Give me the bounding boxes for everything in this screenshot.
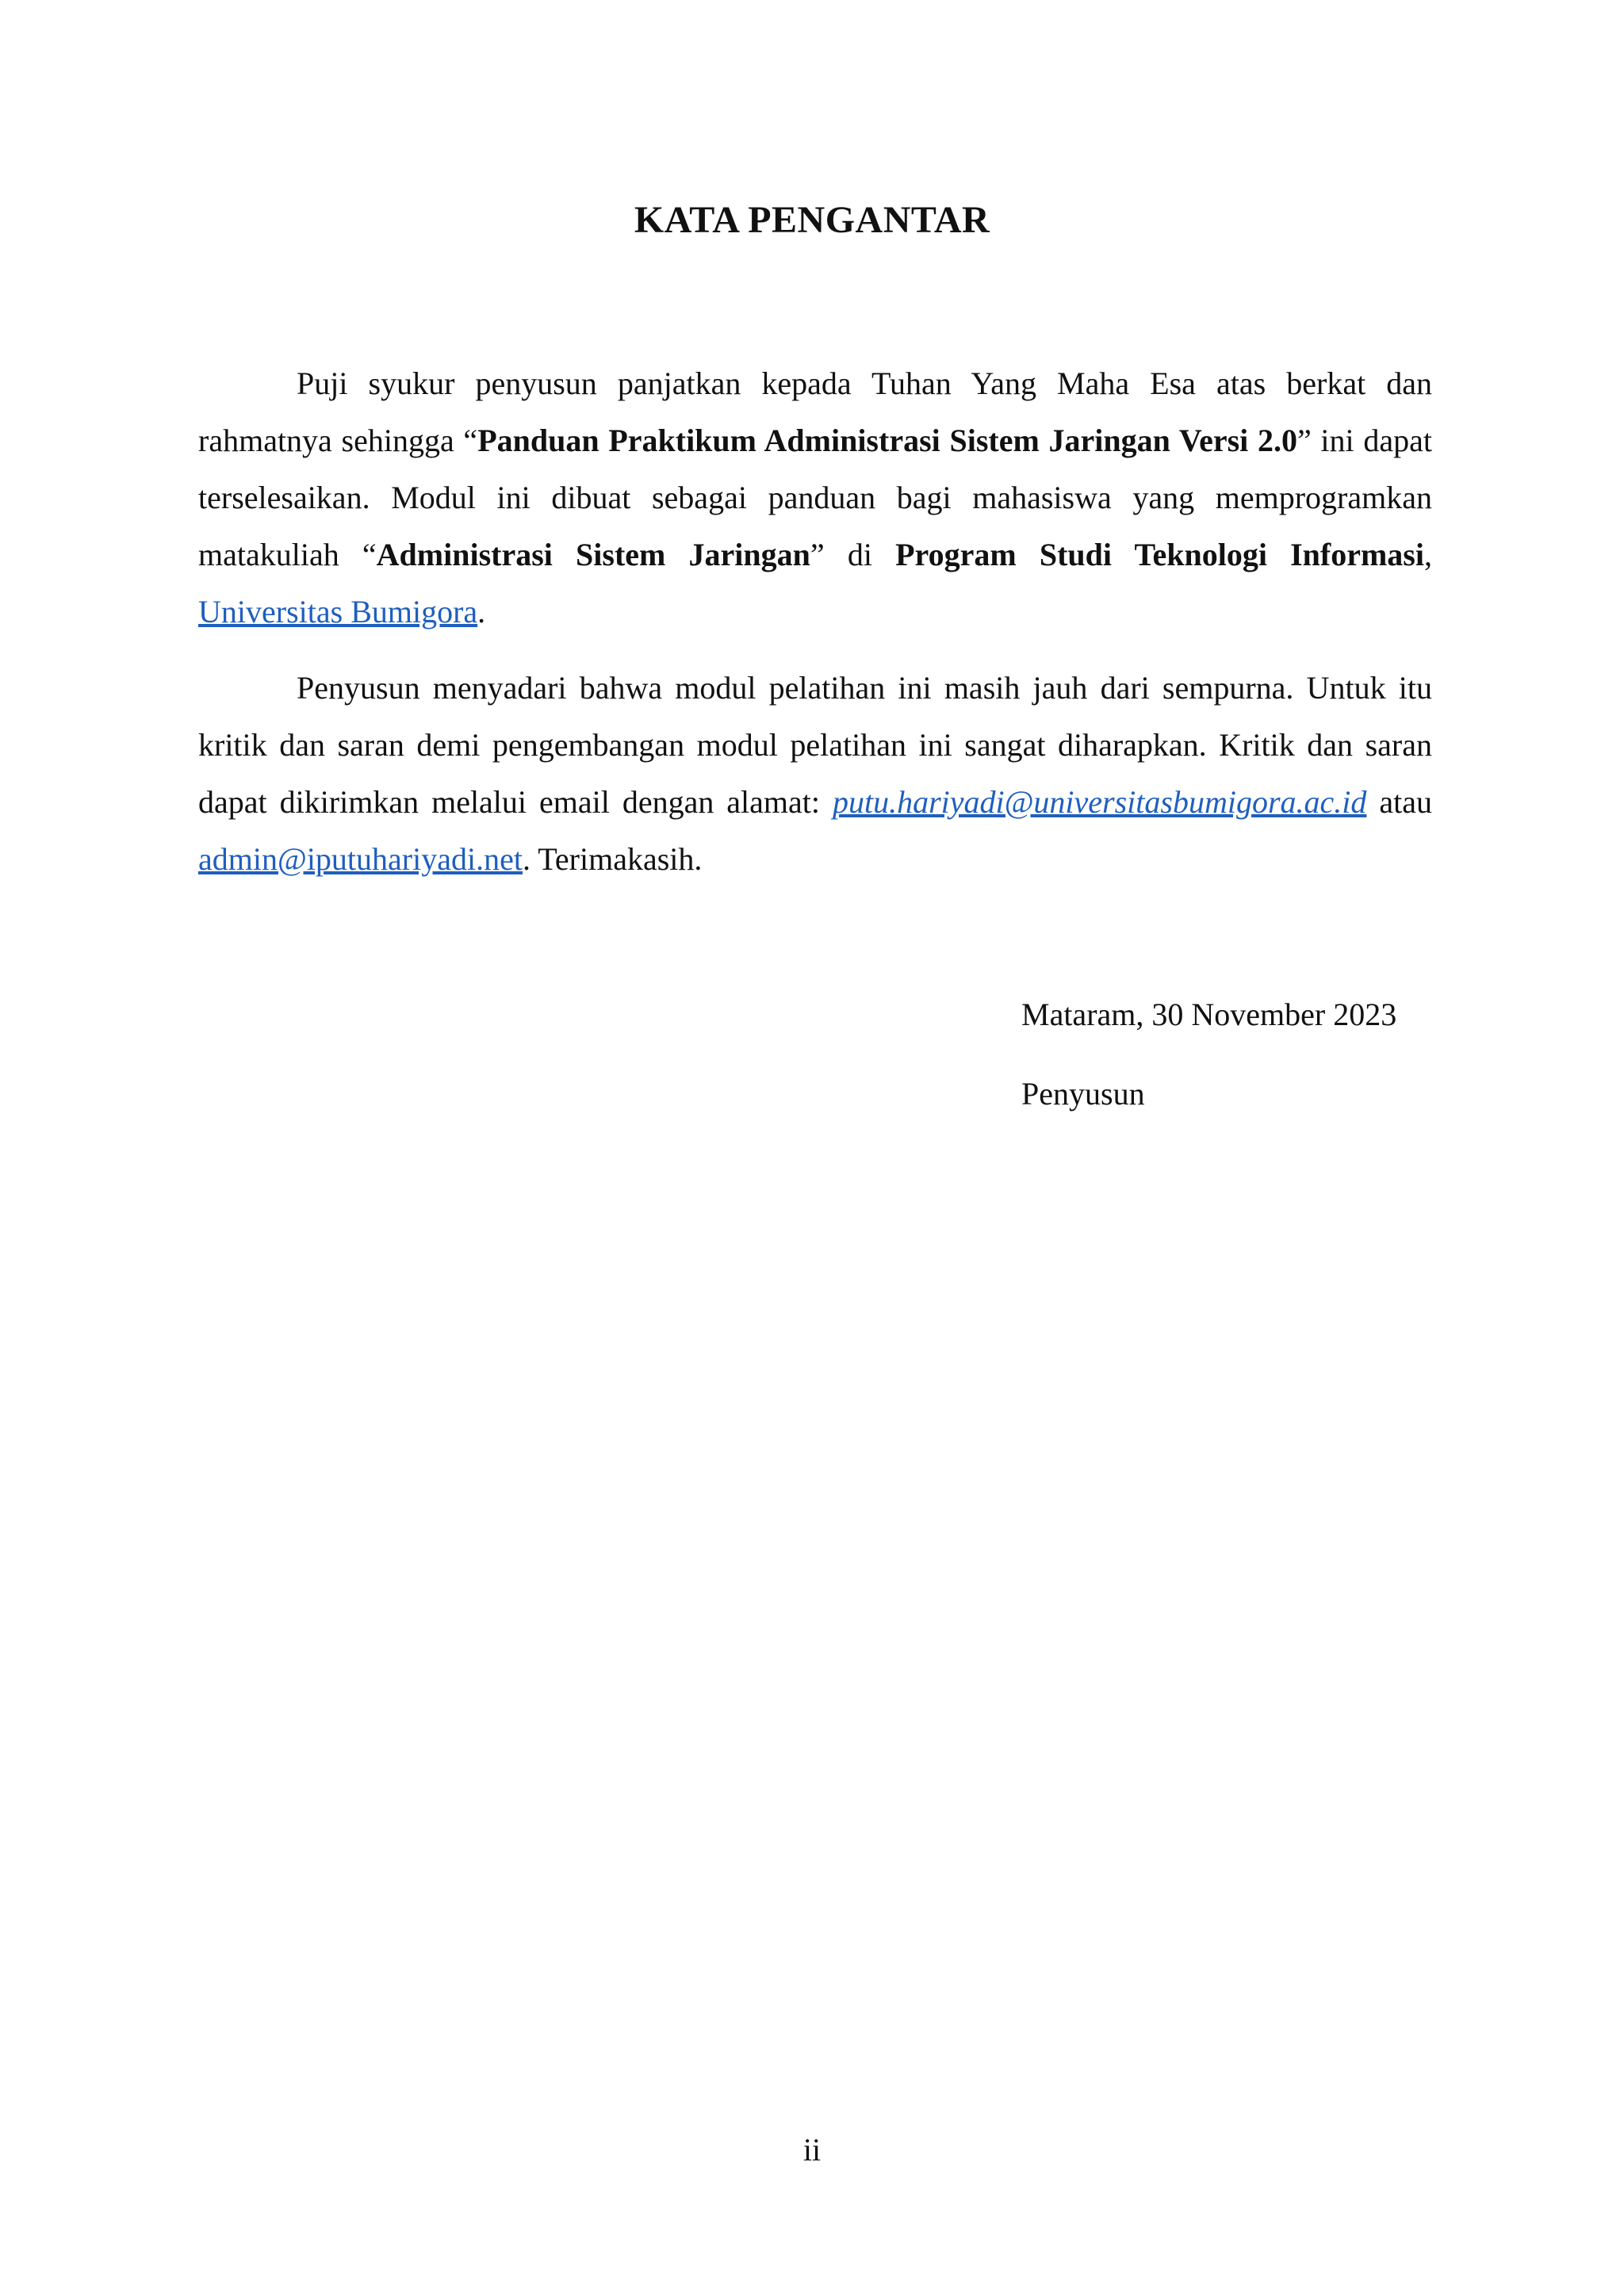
- page-number: ii: [802, 2132, 822, 2168]
- paragraph-intro-text-3: ” di: [810, 537, 896, 572]
- closing-place-date: Mataram, 30 November 2023: [1021, 997, 1397, 1032]
- paragraph-feedback: [198, 660, 1432, 888]
- paragraph-feedback-text-3: . Terimakasih.: [522, 841, 703, 877]
- paragraph-intro-text-1: Puji syukur penyusun panjatkan kepada Tuhan Yang Maha Esa atas berkat dan rahmatnya sehingga “: [198, 365, 1432, 458]
- paragraph-feedback-text-2: atau: [1366, 784, 1432, 820]
- paragraph-intro: [198, 355, 1432, 641]
- book-title-bold: Panduan Praktikum Administrasi Sistem Jaringan Versi 2.0: [477, 423, 1297, 458]
- email-link-secondary[interactable]: admin@iputuhariyadi.net: [198, 841, 523, 877]
- paragraph-intro-text-4: ,: [1424, 537, 1432, 572]
- paragraph-intro-text-2: ” ini dapat terselesaikan. Modul ini dibuat sebagai panduan bagi mahasiswa yang memprogramkan matakuliah “: [198, 423, 1432, 572]
- university-link[interactable]: Universitas Bumigora: [198, 594, 478, 629]
- paragraph-feedback-text-1: Penyusun menyadari bahwa modul pelatihan ini masih jauh dari sempurna. Untuk itu kritik dan saran demi pengembangan modul pelatihan ini sangat diharapkan. Kritik dan saran dapat dikirimkan melalui email dengan alamat:: [198, 670, 1432, 820]
- page-title: KATA PENGANTAR: [634, 199, 990, 241]
- paragraph-intro-text-5: .: [477, 594, 486, 629]
- closing-author: Penyusun: [1021, 1076, 1145, 1112]
- course-name-bold: Administrasi Sistem Jaringan: [376, 537, 810, 572]
- study-program-bold: Program Studi Teknologi Informasi: [895, 537, 1424, 572]
- email-link-primary[interactable]: putu.hariyadi@universitasbumigora.ac.id: [832, 784, 1367, 820]
